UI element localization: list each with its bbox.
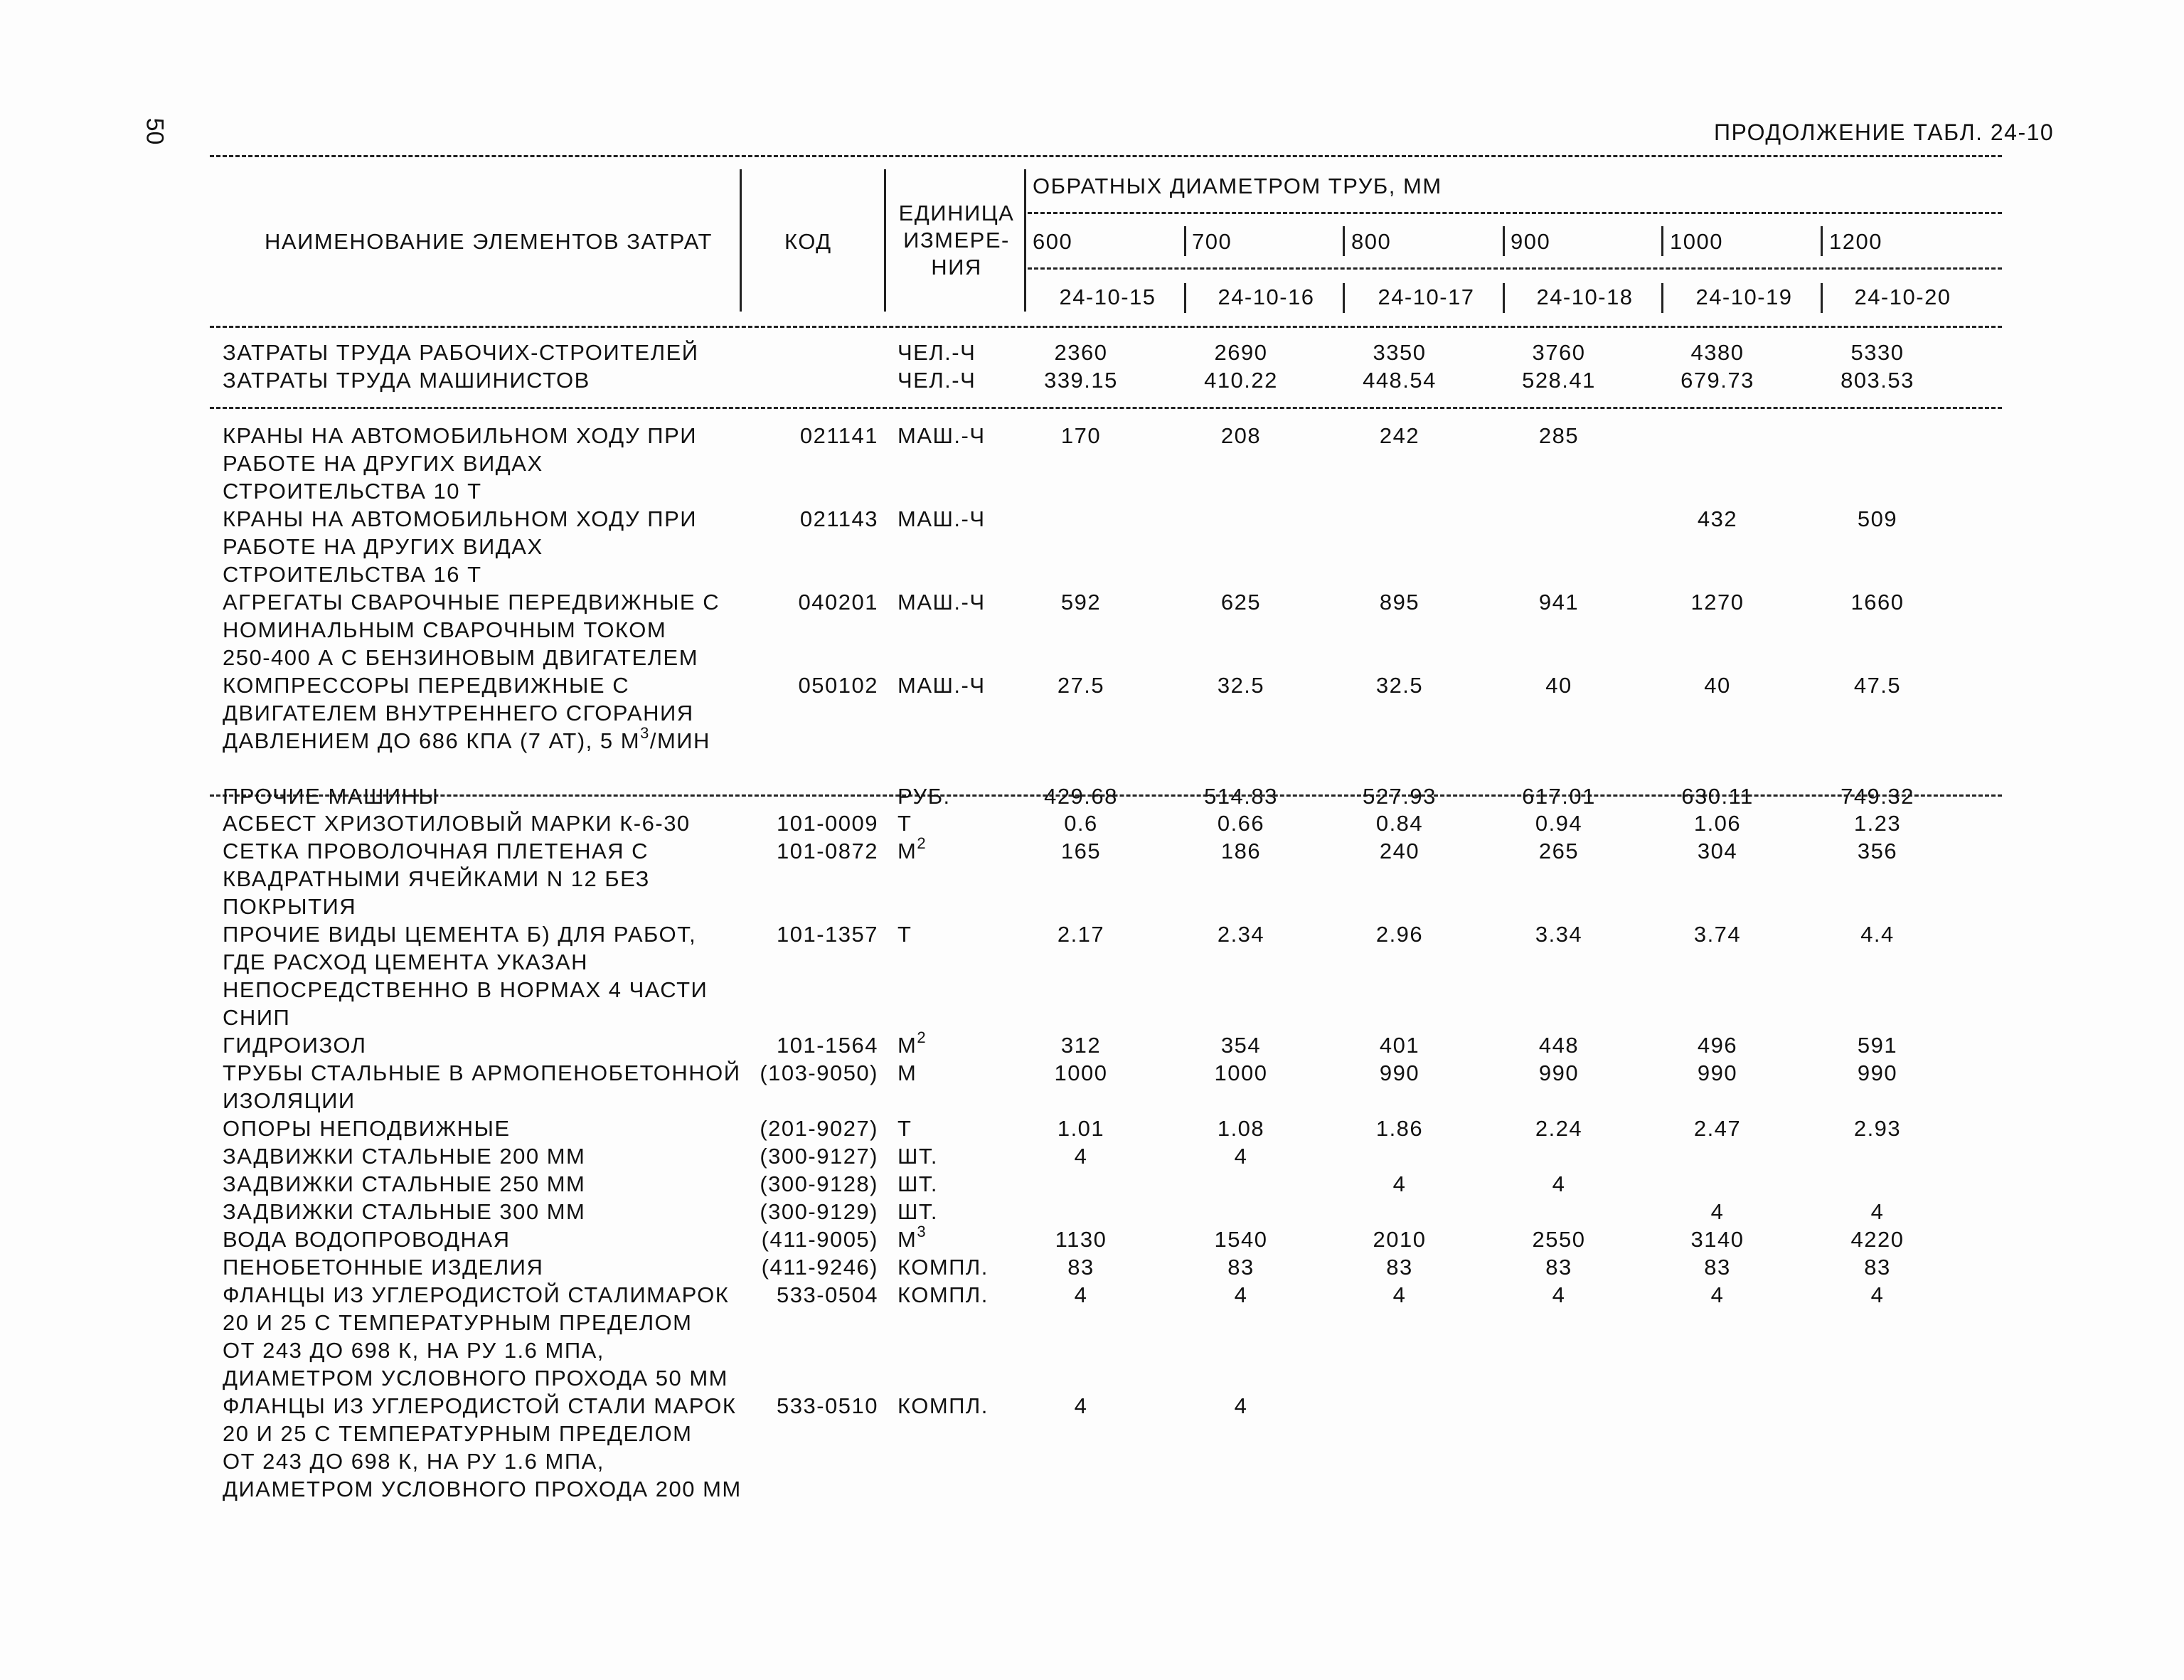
row-value: 0.6 [1064,811,1098,836]
row-value: 0.94 [1535,811,1583,836]
row-code: 040201 [798,590,878,615]
row-code: (411-9005) [761,1227,878,1252]
row-code: 101-0872 [776,839,878,863]
col-sep-d1 [1184,226,1186,256]
row-unit: КОМПЛ. [897,1255,989,1280]
row-code: (103-9050) [760,1060,878,1085]
row-name-tail: /МИН [649,728,710,753]
row-value: 591 [1857,1033,1898,1058]
row-value: 40 [1704,673,1731,698]
row-value: 83 [1864,1255,1891,1280]
col-sep-d3 [1503,226,1505,256]
row-name: ОПОРЫ НЕПОДВИЖНЫЕ [223,1116,511,1141]
row-value: 410.22 [1204,368,1278,393]
row-value: 990 [1538,1060,1580,1085]
header-code-5: 24-10-19 [1695,285,1793,309]
header-diameter-6: 1200 [1829,229,1882,254]
row-unit: МАШ.-Ч [897,590,986,615]
row-value: 208 [1220,423,1262,448]
row-value: 285 [1538,423,1580,448]
col-sep-c4 [1661,283,1663,313]
header-code-3: 24-10-17 [1378,285,1475,309]
row-value: 2.96 [1375,922,1424,947]
col-sep-d2 [1343,226,1345,256]
row-value: 1.08 [1217,1116,1265,1141]
row-name: ОТ 243 ДО 698 К, НА РУ 1.6 МПА, [223,1449,604,1474]
col-sep-c2 [1343,283,1345,313]
continuation-title: ПРОДОЛЖЕНИЕ ТАБЛ. 24-10 [1714,119,2055,145]
row-code: 101-0009 [776,811,878,836]
row-value: 339.15 [1044,368,1118,393]
row-unit: ШТ. [897,1171,939,1196]
row-value: 356 [1857,839,1898,863]
col-sep-d5 [1821,226,1823,256]
row-name: ОТ 243 ДО 698 К, НА РУ 1.6 МПА, [223,1338,604,1363]
row-value: 514.83 [1204,784,1278,809]
row-value: 3350 [1373,340,1427,365]
row-value: 0.84 [1375,811,1424,836]
row-code: 101-1357 [776,922,878,947]
row-value: 242 [1379,423,1420,448]
row-value: 617.01 [1522,784,1596,809]
row-unit: МАШ.-Ч [897,423,986,448]
row-value: 1.01 [1057,1116,1105,1141]
header-diameter-4: 900 [1511,229,1551,254]
row-name: РАБОТЕ НА ДРУГИХ ВИДАХ [223,451,543,476]
row-value: 2.47 [1693,1116,1742,1141]
row-value: 83 [1227,1255,1255,1280]
row-value: 170 [1060,423,1102,448]
row-unit: ЧЕЛ.-Ч [897,368,976,393]
unit-superscript: 3 [640,724,650,742]
group-rule [1028,212,2002,214]
row-value: 1540 [1214,1227,1268,1252]
row-name: ТРУБЫ СТАЛЬНЫЕ В АРМОПЕНОБЕТОННОЙ [223,1060,741,1085]
unit-superscript: 3 [917,1223,927,1240]
row-value: 4 [1234,1282,1248,1307]
row-name: ДАВЛЕНИЕМ ДО 686 КПА (7 АТ), 5 $М^3$/МИН [223,724,710,753]
row-name: АГРЕГАТЫ СВАРОЧНЫЕ ПЕРЕДВИЖНЫЕ С [223,590,720,615]
row-value: 4 [1234,1144,1248,1169]
row-value: 630.11 [1681,784,1754,809]
unit-superscript: 2 [917,1028,927,1046]
row-unit: $М^3$ [897,1223,927,1252]
row-name: ЗАДВИЖКИ СТАЛЬНЫЕ 250 ММ [223,1171,586,1196]
row-value: 528.41 [1522,368,1596,393]
row-name: КРАНЫ НА АВТОМОБИЛЬНОМ ХОДУ ПРИ [223,506,698,531]
row-value: 990 [1697,1060,1738,1085]
row-value: 304 [1697,839,1738,863]
row-name: ПОКРЫТИЯ [223,894,357,919]
row-value: 4 [1552,1171,1566,1196]
header-unit-line2: ИЗМЕРЕ- [903,228,1010,252]
row-code: (300-9129) [760,1199,878,1224]
row-name: 250-400 А С БЕНЗИНОВЫМ ДВИГАТЕЛЕМ [223,645,699,670]
row-value: 401 [1379,1033,1420,1058]
row-value: 448 [1538,1033,1580,1058]
row-value: 3760 [1532,340,1586,365]
col-sep-d4 [1661,226,1663,256]
col-sep-name [740,169,742,312]
row-value: 941 [1538,590,1580,615]
row-value: 2.34 [1217,922,1265,947]
row-value: 2.17 [1057,922,1105,947]
row-value: 4380 [1690,340,1744,365]
row-value: 448.54 [1363,368,1437,393]
row-code: 021141 [799,423,878,448]
row-name: КРАНЫ НА АВТОМОБИЛЬНОМ ХОДУ ПРИ [223,423,698,448]
row-value: 432 [1697,506,1738,531]
header-diameter-1: 600 [1033,229,1073,254]
row-value: 2690 [1214,340,1268,365]
col-sep-c5 [1821,283,1823,313]
page-number: 50 [141,117,169,145]
row-value: 4 [1392,1171,1407,1196]
row-value: 803.53 [1841,368,1914,393]
row-value: 0.66 [1217,811,1265,836]
header-diameter-5: 1000 [1670,229,1723,254]
col-sep-c1 [1184,283,1186,313]
row-value: 592 [1060,590,1102,615]
row-name: НОМИНАЛЬНЫМ СВАРОЧНЫМ ТОКОМ [223,617,667,642]
row-name: АСБЕСТ ХРИЗОТИЛОВЫЙ МАРКИ К-6-30 [223,811,691,836]
row-unit: МАШ.-Ч [897,506,986,531]
header-code-1: 24-10-15 [1059,285,1156,309]
row-value: 32.5 [1217,673,1265,698]
row-value: 83 [1545,1255,1572,1280]
header-code-2: 24-10-16 [1218,285,1315,309]
row-value: 1270 [1690,590,1744,615]
unit-superscript: 2 [917,834,927,852]
row-name: СНИП [223,1005,291,1030]
row-code: 021143 [799,506,878,531]
row-name: СТРОИТЕЛЬСТВА 16 Т [223,562,482,587]
labor-bottom-rule [210,407,2002,409]
row-value: 895 [1379,590,1420,615]
row-value: 83 [1386,1255,1413,1280]
row-value: 83 [1067,1255,1094,1280]
row-name: СЕТКА ПРОВОЛОЧНАЯ ПЛЕТЕНАЯ С [223,839,649,863]
row-name: ПРОЧИЕ МАШИНЫ [223,784,440,809]
row-unit: Т [897,922,912,947]
row-name: ГИДРОИЗОЛ [223,1033,367,1058]
row-unit: М [897,1060,917,1085]
row-name: 20 И 25 С ТЕМПЕРАТУРНЫМ ПРЕДЕЛОМ [223,1310,693,1335]
col-sep-unit [1024,169,1026,312]
row-name: ФЛАНЦЫ ИЗ УГЛЕРОДИСТОЙ СТАЛИ МАРОК [223,1393,737,1418]
row-value: 265 [1538,839,1580,863]
row-code: (300-9128) [760,1171,878,1196]
row-name: ИЗОЛЯЦИИ [223,1088,356,1113]
row-name: ЗАДВИЖКИ СТАЛЬНЫЕ 200 ММ [223,1144,586,1169]
row-value: 2010 [1373,1227,1427,1252]
row-name: ЗАТРАТЫ ТРУДА РАБОЧИХ-СТРОИТЕЛЕЙ [223,340,699,365]
header-bottom-rule [210,326,2002,328]
header-unit-line3: НИЯ [931,255,982,280]
row-code: 101-1564 [776,1033,878,1058]
row-unit: ШТ. [897,1144,939,1169]
row-value: 4 [1710,1199,1725,1224]
row-name: 20 И 25 С ТЕМПЕРАТУРНЫМ ПРЕДЕЛОМ [223,1421,693,1446]
col-sep-c3 [1503,283,1505,313]
row-value: 2.24 [1535,1116,1583,1141]
row-unit: ЧЕЛ.-Ч [897,340,976,365]
row-value: 354 [1220,1033,1262,1058]
top-rule [210,155,2002,157]
row-name: ЗАТРАТЫ ТРУДА МАШИНИСТОВ [223,368,590,393]
row-value: 1660 [1850,590,1905,615]
row-unit: КОМПЛ. [897,1282,989,1307]
row-value: 4 [1392,1282,1407,1307]
row-value: 625 [1220,590,1262,615]
row-name: ДИАМЕТРОМ УСЛОВНОГО ПРОХОДА 200 ММ [223,1477,742,1501]
row-name: ГДЕ РАСХОД ЦЕМЕНТА УКАЗАН [223,950,588,974]
row-value: 509 [1857,506,1898,531]
row-value: 4 [1074,1282,1088,1307]
row-value: 27.5 [1057,673,1105,698]
row-name: РАБОТЕ НА ДРУГИХ ВИДАХ [223,534,543,559]
row-value: 4 [1870,1282,1885,1307]
row-value: 3140 [1690,1227,1744,1252]
row-unit: Т [897,811,912,836]
row-value: 312 [1060,1033,1102,1058]
row-value: 4 [1870,1199,1885,1224]
row-value: 749.32 [1841,784,1914,809]
row-code: 050102 [798,673,878,698]
header-unit-line1: ЕДИНИЦА [898,201,1015,225]
row-value: 32.5 [1375,673,1424,698]
row-name: КОМПРЕССОРЫ ПЕРЕДВИЖНЫЕ С [223,673,630,698]
row-value: 2.93 [1853,1116,1902,1141]
row-code: 533-0504 [776,1282,878,1307]
row-value: 679.73 [1680,368,1754,393]
row-unit: МАШ.-Ч [897,673,986,698]
row-value: 47.5 [1853,673,1902,698]
row-value: 1000 [1214,1060,1268,1085]
row-unit: РУБ. [897,784,951,809]
row-name: ФЛАНЦЫ ИЗ УГЛЕРОДИСТОЙ СТАЛИМАРОК [223,1282,730,1307]
row-value: 2550 [1532,1227,1586,1252]
row-name: ВОДА ВОДОПРОВОДНАЯ [223,1227,511,1252]
row-value: 429.68 [1044,784,1118,809]
row-unit: $М^2$ [897,1028,927,1058]
row-value: 496 [1697,1033,1738,1058]
row-unit: КОМПЛ. [897,1393,989,1418]
header-diameter-3: 800 [1351,229,1392,254]
row-unit: Т [897,1116,912,1141]
row-name: НЕПОСРЕДСТВЕННО В НОРМАХ 4 ЧАСТИ [223,977,708,1002]
row-value: 3.74 [1693,922,1742,947]
row-unit: $М^2$ [897,834,927,863]
row-name: ЗАДВИЖКИ СТАЛЬНЫЕ 300 ММ [223,1199,586,1224]
row-value: 527.93 [1363,784,1437,809]
col-sep-code [884,169,886,312]
row-code: 533-0510 [776,1393,878,1418]
header-code-4: 24-10-18 [1536,285,1634,309]
row-value: 990 [1857,1060,1898,1085]
row-code: (300-9127) [760,1144,878,1169]
row-name: ДВИГАТЕЛЕМ ВНУТРЕННЕГО СГОРАНИЯ [223,701,694,725]
row-value: 1000 [1054,1060,1108,1085]
row-value: 4 [1710,1282,1725,1307]
row-value: 1.86 [1375,1116,1424,1141]
row-unit: ШТ. [897,1199,939,1224]
row-value: 4 [1074,1393,1088,1418]
diameter-rule [1028,267,2002,270]
row-value: 4220 [1850,1227,1905,1252]
row-name: ПЕНОБЕТОННЫЕ ИЗДЕЛИЯ [223,1255,544,1280]
row-name: ПРОЧИЕ ВИДЫ ЦЕМЕНТА Б) ДЛЯ РАБОТ, [223,922,697,947]
row-name: ДИАМЕТРОМ УСЛОВНОГО ПРОХОДА 50 ММ [223,1366,728,1391]
row-value: 990 [1379,1060,1420,1085]
row-value: 1130 [1055,1227,1107,1252]
header-code-6: 24-10-20 [1854,285,1951,309]
header-group: ОБРАТНЫХ ДИАМЕТРОМ ТРУБ, ММ [1033,174,1442,198]
row-value: 4 [1234,1393,1248,1418]
row-code: (411-9246) [761,1255,878,1280]
row-value: 83 [1704,1255,1731,1280]
row-value: 4 [1552,1282,1566,1307]
row-value: 240 [1379,839,1420,863]
row-value: 1.06 [1693,811,1742,836]
header-name-col: НАИМЕНОВАНИЕ ЭЛЕМЕНТОВ ЗАТРАТ [265,229,713,254]
header-diameter-2: 700 [1192,229,1232,254]
row-code: (201-9027) [760,1116,878,1141]
row-value: 1.23 [1853,811,1902,836]
row-value: 3.34 [1535,922,1583,947]
row-value: 186 [1220,839,1262,863]
header-code-col: КОД [784,229,832,254]
row-value: 4.4 [1860,922,1895,947]
row-name: КВАДРАТНЫМИ ЯЧЕЙКАМИ N 12 БЕЗ [223,866,650,891]
row-value: 40 [1545,673,1572,698]
row-value: 2360 [1054,340,1108,365]
row-value: 165 [1060,839,1102,863]
row-name: СТРОИТЕЛЬСТВА 10 Т [223,479,482,504]
row-value: 5330 [1850,340,1905,365]
row-value: 4 [1074,1144,1088,1169]
